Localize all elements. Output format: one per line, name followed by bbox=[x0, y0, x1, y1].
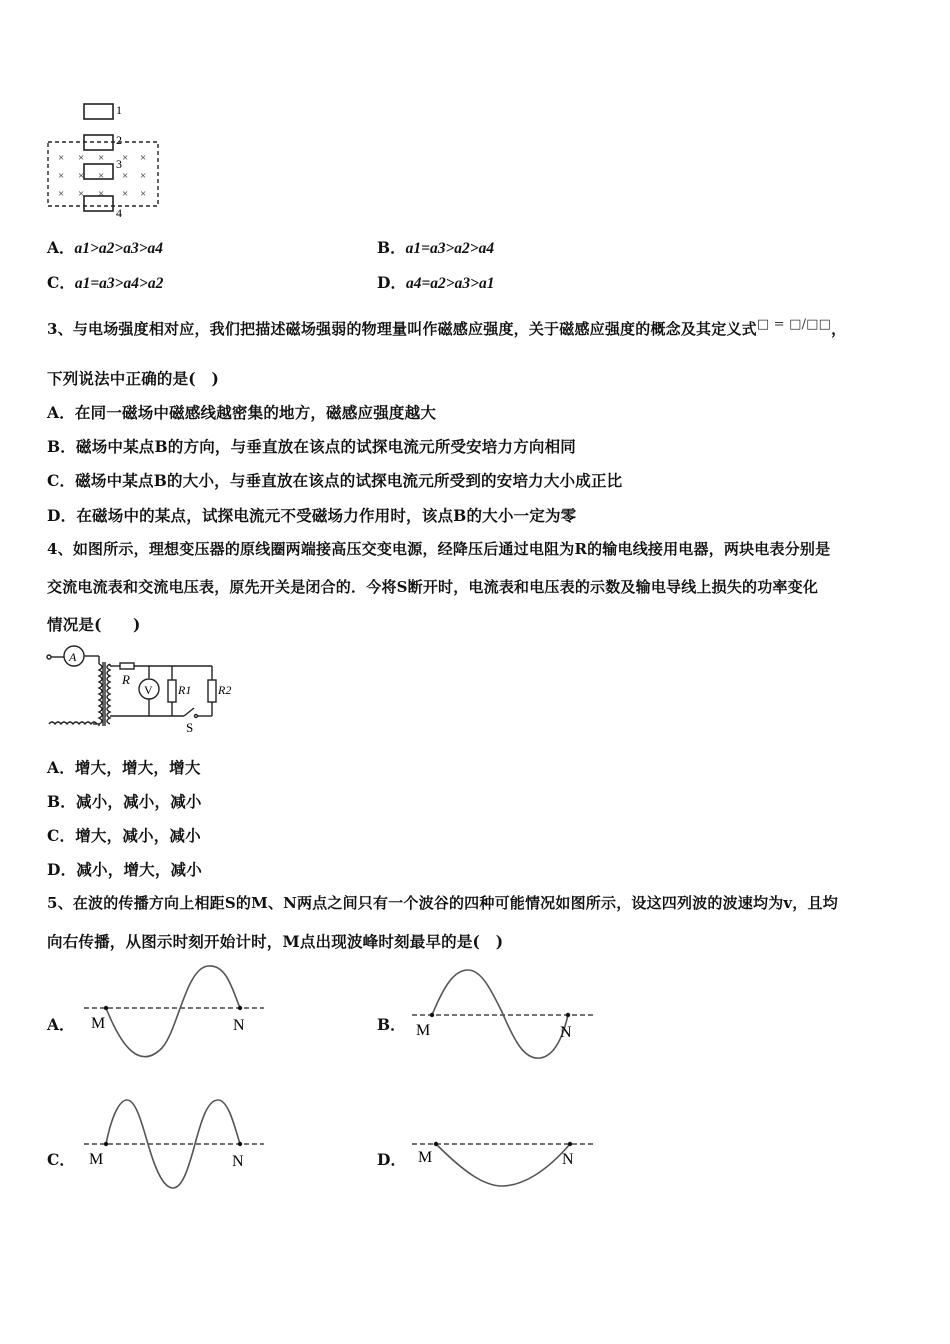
voltmeter-label: V bbox=[144, 683, 153, 697]
q5-option-b-label[interactable]: B． bbox=[377, 1015, 406, 1034]
r1-label: R1 bbox=[178, 683, 192, 697]
q4-option-a[interactable]: A．增大，增大，增大 bbox=[47, 758, 201, 777]
point-n: N bbox=[233, 1017, 245, 1034]
q3-option-c[interactable]: C．磁场中某点B的大小，与垂直放在该点的试探电流元所受到的安培力大小成正比 bbox=[47, 471, 623, 490]
q2-label-2: 2 bbox=[116, 133, 122, 147]
svg-text:×: × bbox=[78, 152, 85, 164]
q5-wave-c[interactable] bbox=[82, 1094, 272, 1194]
q2-option-a-text: a1>a2>a3>a4 bbox=[74, 240, 164, 257]
q5-option-d-label[interactable]: D． bbox=[377, 1150, 406, 1169]
q2-option-c-text: a1=a3>a4>a2 bbox=[74, 275, 164, 292]
q2-option-c[interactable]: C．a1=a3>a4>a2 bbox=[47, 273, 164, 292]
q2-option-d[interactable]: D．a4=a2>a3>a1 bbox=[377, 273, 495, 292]
q2-label-1: 1 bbox=[116, 103, 122, 117]
q3-formula: □ = □/□□ bbox=[756, 317, 832, 332]
q4-stem-line-3: 情况是( ) bbox=[47, 615, 141, 634]
point-m: M bbox=[418, 1149, 433, 1166]
q4-option-c[interactable]: C．增大，减小，减小 bbox=[47, 826, 201, 845]
q3-stem-line-1: 3、与电场强度相对应，我们把描述磁场强弱的物理量叫作磁感应强度，关于磁感应强度的概念及其定义式□ = □/□□， bbox=[47, 317, 847, 338]
q2-option-d-text: a4=a2>a3>a1 bbox=[405, 275, 495, 292]
q4-option-b[interactable]: B．减小，减小，减小 bbox=[47, 792, 202, 811]
q3-option-d[interactable]: D．在磁场中的某点，试探电流元不受磁场力作用时，该点B的大小一定为零 bbox=[47, 506, 577, 525]
q4-stem-line-1: 4、如图所示，理想变压器的原线圈两端接高压交变电源，经降压后通过电阻为R的输电线接用电器，两块电表分别是 bbox=[47, 540, 831, 558]
svg-text:×: × bbox=[58, 188, 65, 200]
point-n: N bbox=[562, 1151, 574, 1168]
q5-stem-line-1: 5、在波的传播方向上相距S的M、N两点之间只有一个波谷的四种可能情况如图所示，设这四列波的波速均为v，且均 bbox=[47, 894, 838, 912]
q5-wave-a[interactable] bbox=[82, 958, 272, 1068]
svg-text:×: × bbox=[140, 170, 147, 182]
point-m: M bbox=[416, 1022, 431, 1039]
point-m: M bbox=[89, 1151, 104, 1168]
q2-magnetic-field-figure bbox=[44, 98, 164, 220]
q5-wave-d[interactable] bbox=[410, 1130, 600, 1194]
q3-option-a[interactable]: A．在同一磁场中磁感线越密集的地方，磁感应强度越大 bbox=[47, 403, 437, 422]
svg-text:×: × bbox=[78, 170, 85, 182]
q2-field-marks bbox=[58, 152, 146, 200]
q3-stem-line-2: 下列说法中正确的是( ) bbox=[47, 369, 220, 388]
q4-transformer-circuit bbox=[44, 644, 244, 736]
q2-option-b-text: a1=a3>a2>a4 bbox=[405, 240, 495, 257]
q4-option-d[interactable]: D．减小，增大，减小 bbox=[47, 860, 202, 879]
svg-text:×: × bbox=[58, 152, 65, 164]
q2-option-b[interactable]: B．a1=a3>a2>a4 bbox=[377, 238, 495, 257]
q5-stem-line-2: 向右传播，从图示时刻开始计时，M点出现波峰时刻最早的是( ) bbox=[47, 932, 504, 951]
q5-option-a-label[interactable]: A． bbox=[47, 1015, 75, 1034]
ammeter-label: A bbox=[69, 650, 77, 664]
svg-text:×: × bbox=[98, 152, 105, 164]
switch-label: S bbox=[186, 720, 194, 735]
svg-text:×: × bbox=[98, 170, 105, 182]
svg-text:×: × bbox=[98, 188, 105, 200]
point-n: N bbox=[232, 1153, 244, 1170]
r2-label: R2 bbox=[218, 683, 232, 697]
q3-option-b[interactable]: B．磁场中某点B的方向，与垂直放在该点的试探电流元所受安培力方向相同 bbox=[47, 437, 577, 456]
svg-text:×: × bbox=[58, 170, 65, 182]
q4-stem-line-2: 交流电流表和交流电压表，原先开关是闭合的．今将S断开时，电流表和电压表的示数及输电导线上损失的功率变化 bbox=[47, 578, 819, 596]
point-m: M bbox=[91, 1015, 106, 1032]
q5-wave-b[interactable] bbox=[410, 962, 600, 1072]
q2-label-4: 4 bbox=[116, 206, 122, 220]
svg-text:×: × bbox=[122, 188, 129, 200]
svg-text:×: × bbox=[140, 188, 147, 200]
point-n: N bbox=[560, 1024, 572, 1041]
svg-text:×: × bbox=[122, 152, 129, 164]
r-label: R bbox=[122, 672, 130, 687]
svg-text:×: × bbox=[122, 170, 129, 182]
svg-text:×: × bbox=[78, 188, 85, 200]
q2-option-a[interactable]: A．a1>a2>a3>a4 bbox=[47, 238, 164, 257]
q5-option-c-label[interactable]: C． bbox=[47, 1150, 75, 1169]
q2-label-3: 3 bbox=[116, 157, 122, 171]
svg-text:×: × bbox=[140, 152, 147, 164]
